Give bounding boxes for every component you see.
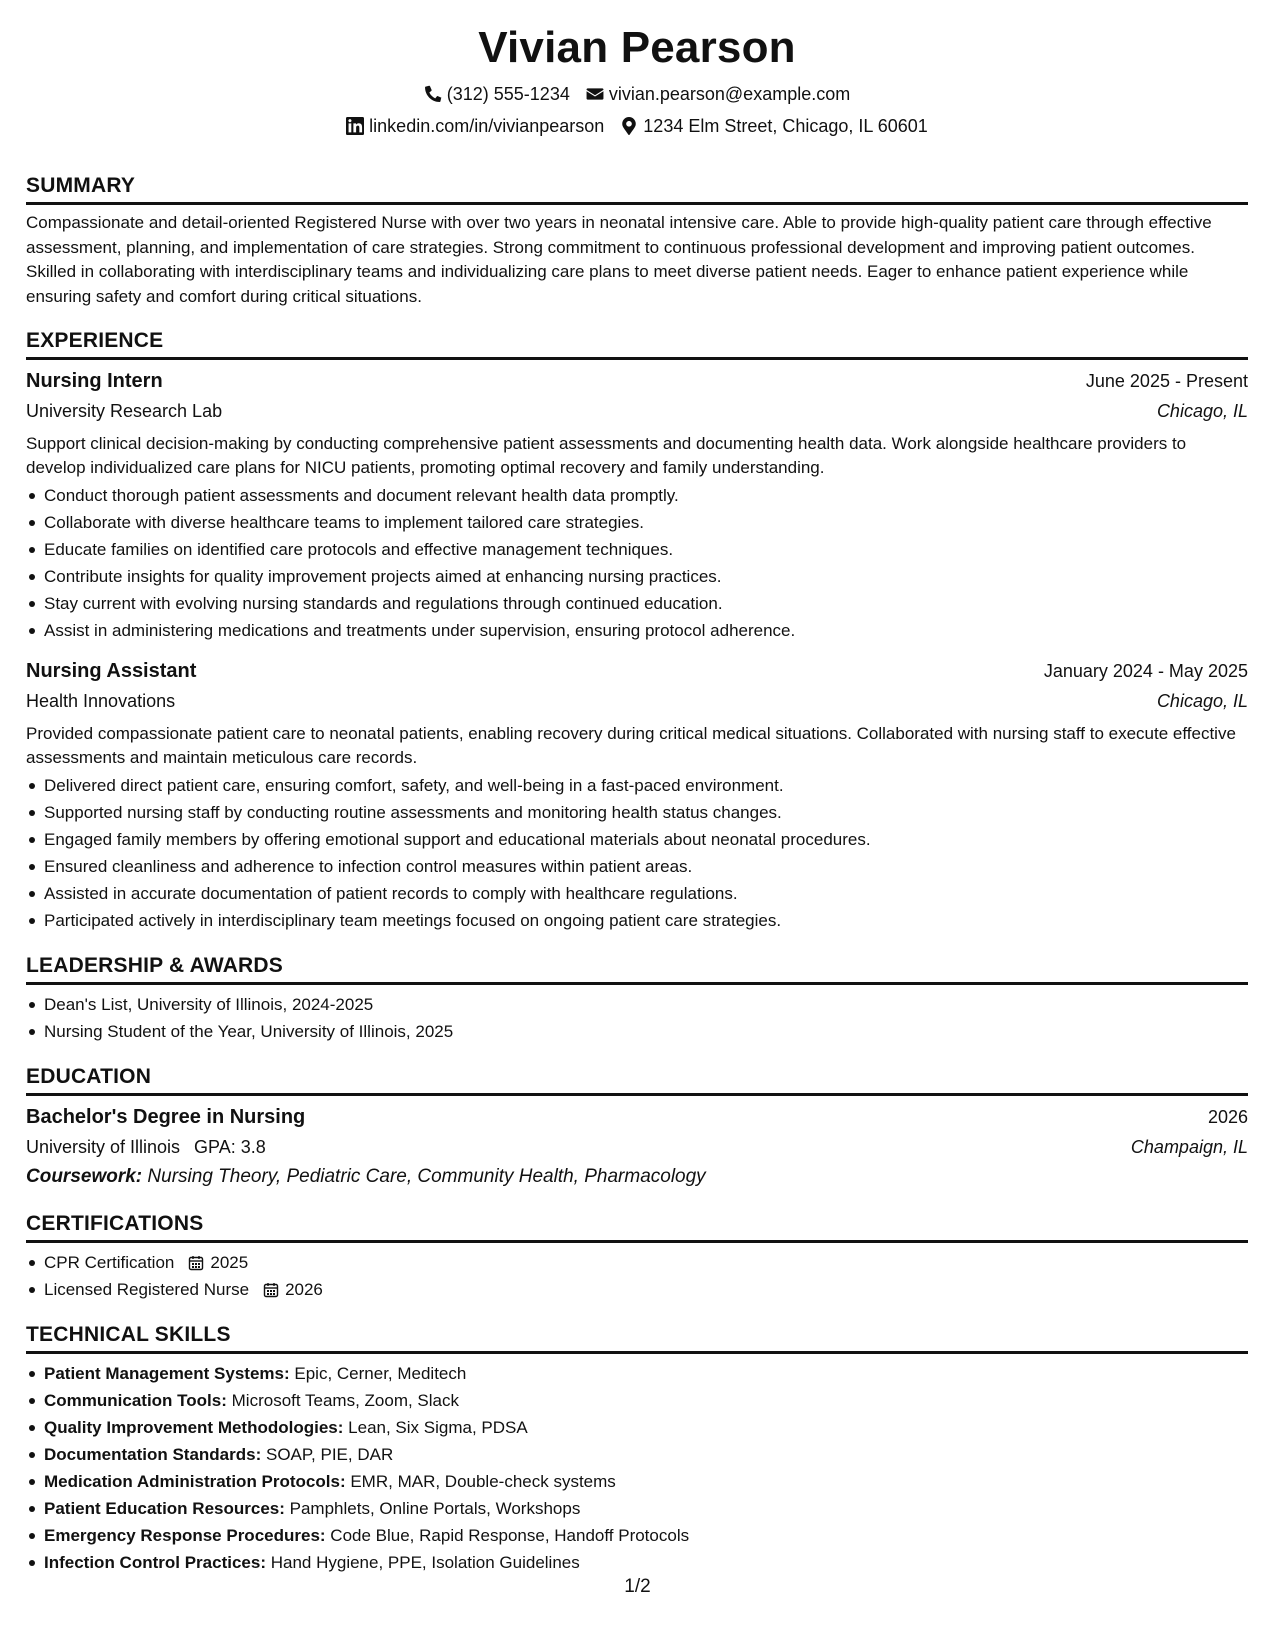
certification-item [44,1249,248,1276]
skill-label: Infection Control Practices: [44,1553,266,1572]
list-item: Nursing Student of the Year, University of Illinois, 2025 [26,1018,1248,1045]
list-item [26,1276,1248,1303]
award-list [26,991,1248,1045]
address-text: 1234 Elm Street, Chicago, IL 60601 [643,116,928,136]
list-item: Assist in administering medications and treatments under supervision, ensuring protocol adherence. [26,617,1248,644]
certification-year: 2026 [285,1280,323,1299]
skill-label: Quality Improvement Methodologies: [44,1418,344,1437]
section-title: EDUCATION [26,1063,1248,1096]
job-location: Chicago, IL [1156,401,1248,421]
skill-label: Documentation Standards: [44,1445,262,1464]
skill-label: Medication Administration Protocols: [44,1472,346,1491]
skill-label: Communication Tools: [44,1391,227,1410]
skill-value: EMR, MAR, Double-check systems [350,1472,616,1491]
certification-list [26,1249,1248,1303]
phone-text: (312) 555-1234 [446,84,570,104]
certifications-section [26,1210,1248,1303]
contact-address [620,114,928,138]
list-item: Delivered direct patient care, ensuring comfort, safety, and well-being in a fast-paced environment. [26,772,1248,799]
linkedin-icon [346,117,364,135]
list-item: Assisted in accurate documentation of patient records to comply with healthcare regulations. [26,880,1248,907]
education-section [26,1063,1248,1192]
list-item [26,1441,1248,1468]
graduation-year: 2026 [1207,1107,1248,1127]
entry-header-row [26,1102,1248,1132]
degree-title: Bachelor's Degree in Nursing [26,1106,306,1128]
skill-label: Patient Education Resources: [44,1499,285,1518]
job-organization: Health Innovations [26,691,176,711]
entry-org-row [26,396,1248,426]
job-description: Support clinical decision-making by conducting comprehensive patient assessments and documenting health data. Work alongside healthcare providers to develop individualized care plans for NICU patients, promoting optimal recovery and family understanding. [26,434,1187,477]
skill-label: Emergency Response Procedures: [44,1526,326,1545]
job-organization: University Research Lab [26,401,223,421]
list-item: Stay current with evolving nursing standards and regulations through continued education. [26,590,1248,617]
skill-value: Pamphlets, Online Portals, Workshops [289,1499,581,1518]
section-title: CERTIFICATIONS [26,1210,1248,1243]
list-item [26,1522,1248,1549]
job-dates: January 2024 - May 2025 [1043,661,1248,681]
list-item [26,1360,1248,1387]
skill-value: SOAP, PIE, DAR [265,1445,394,1464]
contact-linkedin[interactable] [346,114,604,138]
entry-header-row [26,366,1248,396]
list-item: Conduct thorough patient assessments and document relevant health data promptly. [26,482,1248,509]
job-bullets [26,772,1248,934]
contact-line-primary [26,82,1248,106]
email-text[interactable]: vivian.pearson@example.com [608,84,851,104]
summary-section [26,172,1248,309]
calendar-icon [188,1255,204,1271]
skill-value: Epic, Cerner, Meditech [294,1364,467,1383]
job-title: Nursing Intern [26,370,163,392]
list-item [26,1249,1248,1276]
job-location: Chicago, IL [1156,691,1248,711]
experience-entry [26,656,1248,934]
list-item: Engaged family members by offering emotional support and educational materials about neonatal procedures. [26,826,1248,853]
skill-value: Microsoft Teams, Zoom, Slack [231,1391,459,1410]
section-title: LEADERSHIP & AWARDS [26,952,1248,985]
entry-org-row [26,686,1248,716]
skill-value: Lean, Six Sigma, PDSA [348,1418,528,1437]
skill-label: Patient Management Systems: [44,1364,290,1383]
coursework-text: Nursing Theory, Pediatric Care, Community Health, Pharmacology [147,1166,706,1187]
gpa: GPA: 3.8 [194,1137,266,1157]
resume-page [26,20,1248,1576]
school-location: Champaign, IL [1130,1137,1248,1157]
phone-icon [424,85,442,103]
resume-header [26,20,1248,138]
list-item: Supported nursing staff by conducting routine assessments and monitoring health status changes. [26,799,1248,826]
map-pin-icon [620,117,638,135]
job-dates: June 2025 - Present [1085,371,1248,391]
skills-section [26,1321,1248,1576]
section-title: EXPERIENCE [26,327,1248,360]
list-item: Educate families on identified care protocols and effective management techniques. [26,536,1248,563]
certification-name: CPR Certification [44,1253,175,1272]
summary-text: Compassionate and detail-oriented Registered Nurse with over two years in neonatal intensive care. Able to provide high-quality patient care through effective assessment, planning, and implementation of care strategies. Strong commitment to continuous professional development and improving patient outcomes. Skilled in collaborating with interdisciplinary teams and individualizing care plans to meet diverse patient needs. Eager to enhance patient experience while ensuring safety and comfort during critical situations. [26,213,1212,306]
certification-item [44,1276,323,1303]
job-title: Nursing Assistant [26,660,197,682]
entry-header-row [26,656,1248,686]
contact-email[interactable] [586,82,850,106]
calendar-icon [263,1282,279,1298]
list-item [26,1468,1248,1495]
linkedin-text[interactable]: linkedin.com/in/vivianpearson [369,116,605,136]
skill-value: Code Blue, Rapid Response, Handoff Protocols [330,1526,690,1545]
job-bullets [26,482,1248,644]
experience-entry [26,366,1248,644]
coursework-line [26,1162,1248,1192]
skill-value: Hand Hygiene, PPE, Isolation Guidelines [270,1553,580,1572]
list-item [26,1387,1248,1414]
candidate-name: Vivian Pearson [478,23,796,72]
list-item: Dean's List, University of Illinois, 2024-2025 [26,991,1248,1018]
education-entry [26,1102,1248,1192]
school-name: University of Illinois [26,1137,181,1157]
page-number: 1/2 [624,1576,651,1597]
certification-name: Licensed Registered Nurse [44,1280,250,1299]
list-item [26,1414,1248,1441]
section-title: TECHNICAL SKILLS [26,1321,1248,1354]
list-item: Participated actively in interdisciplinary team meetings focused on ongoing patient care strategies. [26,907,1248,934]
list-item: Contribute insights for quality improvement projects aimed at enhancing nursing practices. [26,563,1248,590]
list-item: Collaborate with diverse healthcare teams to implement tailored care strategies. [26,509,1248,536]
coursework-label: Coursework: [26,1166,143,1187]
leadership-section [26,952,1248,1045]
contact-line-secondary [26,114,1248,138]
experience-section [26,327,1248,934]
contact-phone [424,82,570,106]
list-item [26,1549,1248,1576]
list-item [26,1495,1248,1522]
section-title: SUMMARY [26,172,1248,205]
skills-list [26,1360,1248,1576]
school-line [26,1132,266,1162]
list-item: Ensured cleanliness and adherence to infection control measures within patient areas. [26,853,1248,880]
certification-year: 2025 [210,1253,249,1272]
job-description: Provided compassionate patient care to neonatal patients, enabling recovery during critical medical situations. Collaborated with nursing staff to execute effective assessments and maintain meticulous care records. [26,724,1236,767]
envelope-icon [586,85,604,103]
entry-org-row [26,1132,1248,1162]
